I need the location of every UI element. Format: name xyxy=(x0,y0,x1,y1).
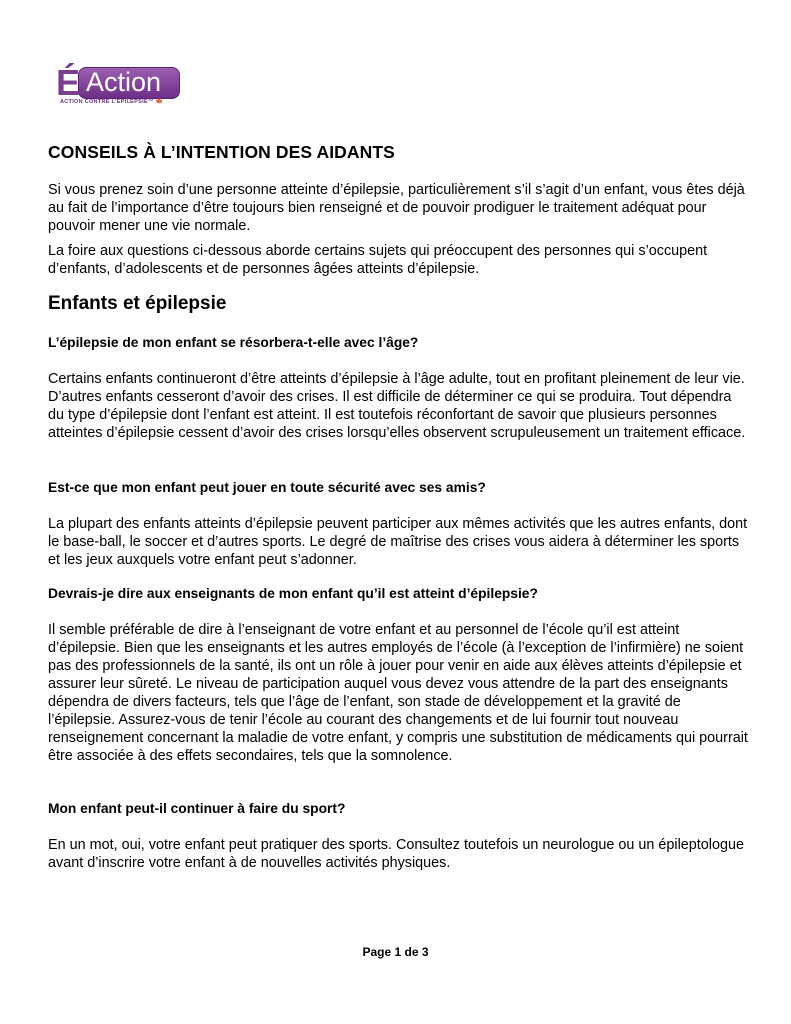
logo-tagline xyxy=(60,99,163,106)
faq-answer-1: Certains enfants continueront d’être atteints d’épilepsie à l’âge adulte, tout en profitant pleinement de leur vie. D’autres enfants cesseront d’avoir des crises. Il est difficile de déterminer ce qui se produira. Tout dépendra du type d’épilepsie dont l’enfant est atteint. Il est toutefois réconfortant de savoir que plusieurs personnes atteintes d’épilepsie cessent d’avoir des crises lorsqu’elles observent scrupuleusement un traitement efficace. xyxy=(48,371,746,441)
page-title: CONSEILS À L’INTENTION DES AIDANTS xyxy=(48,142,395,162)
faq-answer-2: La plupart des enfants atteints d’épilepsie peuvent participer aux mêmes activités que les autres enfants, dont le base-ball, le soccer et d’autres sports. Le degré de maîtrise des crises vous aidera à déterminer les sports et les jeux auxquels votre enfant peut s’adonner. xyxy=(48,516,748,568)
section-heading: Enfants et épilepsie xyxy=(48,293,227,314)
page-number: Page 1 de 3 xyxy=(362,945,429,959)
faq-answer-3: Il semble préférable de dire à l’enseignant de votre enfant et au personnel de l’école qu’il est atteint d’épilepsie. Bien que les enseignants et les autres employés de l’école (à l’exception de l’infirmière) ne soient pas des professionnels de la santé, ils ont un rôle à jouer pour venir en aide aux élèves atteints d’épilepsie et assurer leur sûreté. Le niveau de participation auquel vous devez vous attendre de la part des enseignants dépendra de divers facteurs, tels que l’âge de l’enfant, son stade de développement et la gravité de l’épilepsie. Assurez-vous de tenir l’école au courant des changements et de lui fournir tout nouveau renseignement concernant la maladie de votre enfant, y compris une substitution de médicaments qui pourrait être associée à des effets secondaires, tels que la somnolence. xyxy=(48,622,748,764)
intro-paragraph-2: La foire aux questions ci-dessous aborde certains sujets qui préoccupent des personnes qui s’occupent d’enfants, d’adolescents et de personnes âgées atteints d’épilepsie. xyxy=(48,243,708,277)
faq-answer-4: En un mot, oui, votre enfant peut pratiquer des sports. Consultez toutefois un neurologue ou un épileptologue avant d’inscrire votre enfant à de nouvelles activités physiques. xyxy=(48,837,745,871)
maple-leaf-icon: 🍁 xyxy=(155,99,164,105)
faq-question-3: Devrais-je dire aux enseignants de mon enfant qu’il est atteint d’épilepsie? xyxy=(48,586,538,601)
logo-tagline-text: ACTION CONTRE L’ÉPILEPSIE™ xyxy=(60,99,154,105)
faq-question-1: L’épilepsie de mon enfant se résorbera-t-elle avec l’âge? xyxy=(48,335,419,350)
faq-question-4: Mon enfant peut-il continuer à faire du sport? xyxy=(48,801,346,816)
faq-question-2: Est-ce que mon enfant peut jouer en toute sécurité avec ses amis? xyxy=(48,480,486,495)
logo-name: Action xyxy=(86,67,162,97)
e-action-logo xyxy=(56,64,180,110)
intro-paragraph-1: Si vous prenez soin d’une personne atteinte d’épilepsie, particulièrement s’il s’agit d’un enfant, vous êtes déjà au fait de l’importance d’être toujours bien renseigné et de pouvoir prodiguer le traitement adéquat pour pouvoir mener une vie normale. xyxy=(48,182,745,234)
logo-letter: É xyxy=(56,62,80,103)
